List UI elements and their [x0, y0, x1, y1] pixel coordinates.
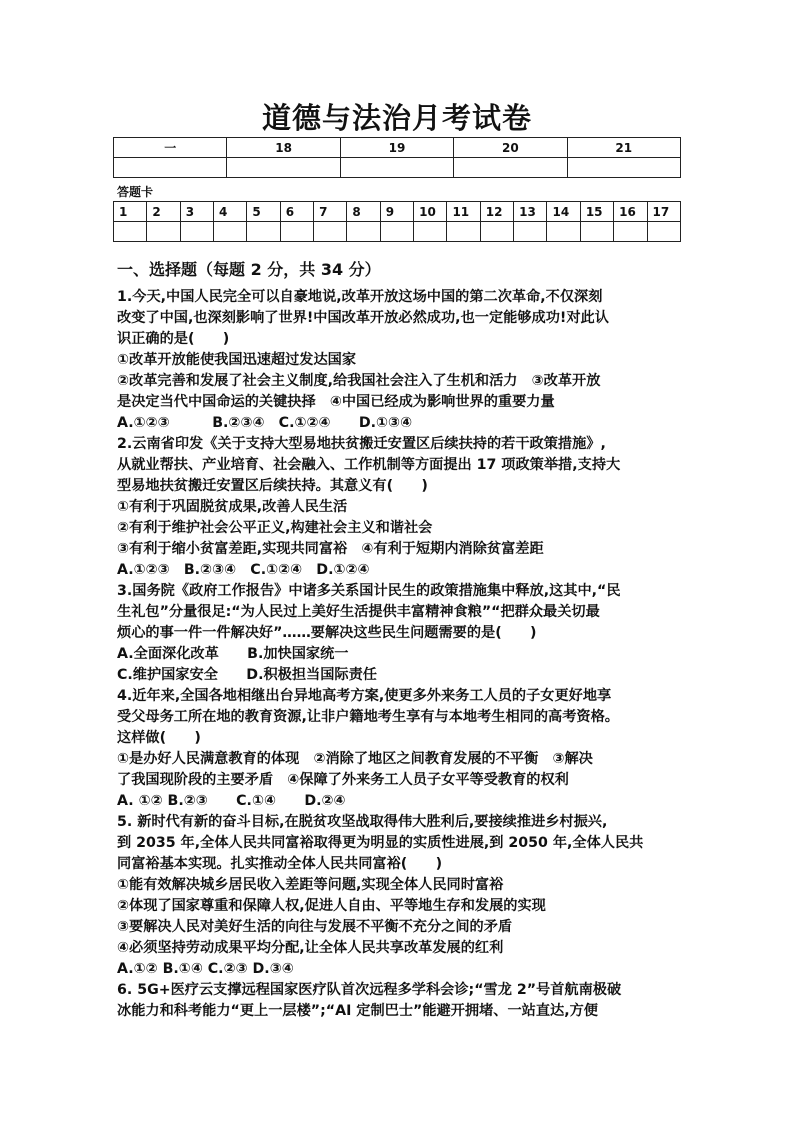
text-line: 1.今天,中国人民完全可以自豪地说,改革开放这场中国的第二次革命,不仅深刻: [117, 289, 603, 305]
answer-entry-cell[interactable]: [547, 222, 580, 242]
text-line: 到 2035 年,全体人民共同富裕取得更为明显的实质性进展,到 2050 年,全体人民共: [117, 835, 644, 851]
answer-number-cell: 6: [280, 202, 313, 222]
answer-number-cell: 14: [547, 202, 580, 222]
text-line: ②有利于维护社会公平正义,构建社会主义和谐社会: [117, 520, 433, 536]
text-line: 烦心的事一件一件解决好”……要解决这些民生问题需要的是( ): [117, 625, 537, 641]
text-line: 2.云南省印发《关于支持大型易地扶贫搬迁安置区后续扶持的若干政策措施》,: [117, 436, 606, 452]
text-line: 这样做( ): [117, 730, 201, 746]
answer-number-cell: 12: [480, 202, 513, 222]
answer-number-cell: 8: [347, 202, 380, 222]
text-line: A.①② B.①④ C.②③ D.③④: [117, 961, 294, 977]
answer-entry-cell[interactable]: [480, 222, 513, 242]
text-line: A.全面深化改革 B.加快国家统一: [117, 646, 349, 662]
score-entry-cell[interactable]: [567, 158, 680, 178]
answer-card-label: 答题卡: [117, 185, 154, 199]
answer-entry-cell[interactable]: [514, 222, 547, 242]
text-line: A. ①② B.②③ C.①④ D.②④: [117, 793, 346, 809]
text-line: 是决定当代中国命运的关键抉择 ④中国已经成为影响世界的重要力量: [117, 394, 555, 410]
text-line: 型易地扶贫搬迁安置区后续扶持。其意义有( ): [117, 478, 428, 494]
text-line: 识正确的是( ): [117, 331, 230, 347]
text-line: ③要解决人民对美好生活的向往与发展不平衡不充分之间的矛盾: [117, 919, 513, 935]
answer-card-table: [113, 201, 681, 242]
score-header-cell: 一: [114, 138, 227, 158]
text-line: 生礼包”分量很足:“为人民过上美好生活提供丰富精神食粮”“把群众最关切最: [117, 604, 600, 620]
text-line: ①有利于巩固脱贫成果,改善人民生活: [117, 499, 348, 515]
answer-entry-cell[interactable]: [247, 222, 280, 242]
score-entry-cell[interactable]: [340, 158, 453, 178]
score-entry-cell[interactable]: [454, 158, 567, 178]
text-line: ③有利于缩小贫富差距,实现共同富裕 ④有利于短期内消除贫富差距: [117, 541, 544, 557]
text-line: 从就业帮扶、产业培育、社会融入、工作机制等方面提出 17 项政策举措,支持大: [117, 457, 621, 473]
answer-number-cell: 9: [380, 202, 413, 222]
answer-entry-row: [114, 222, 681, 242]
answer-number-cell: 7: [314, 202, 347, 222]
answer-entry-cell[interactable]: [147, 222, 180, 242]
text-line: 4.近年来,全国各地相继出台异地高考方案,使更多外来务工人员的子女更好地享: [117, 688, 612, 704]
answer-entry-cell[interactable]: [380, 222, 413, 242]
answer-number-cell: 10: [414, 202, 447, 222]
section-heading: 一、选择题（每题 2 分，共 34 分）: [117, 260, 381, 279]
text-line: 改变了中国,也深刻影响了世界!中国改革开放必然成功,也一定能够成功!对此认: [117, 310, 609, 326]
score-entry-cell[interactable]: [227, 158, 340, 178]
answer-entry-cell[interactable]: [180, 222, 213, 242]
text-line: ①改革开放能使我国迅速超过发达国家: [117, 352, 357, 368]
answer-entry-cell[interactable]: [447, 222, 480, 242]
answer-entry-cell[interactable]: [414, 222, 447, 242]
text-line: A.①②③ B.②③④ C.①②④ D.①③④: [117, 415, 413, 431]
page-title: 道德与法治月考试卷: [261, 101, 532, 135]
answer-number-cell: 11: [447, 202, 480, 222]
answer-entry-cell[interactable]: [214, 222, 247, 242]
text-line: 冰能力和科考能力“更上一层楼”;“AI 定制巴士”能避开拥堵、一站直达,方便: [117, 1003, 598, 1019]
text-line: 受父母务工所在地的教育资源,让非户籍地考生享有与本地考生相同的高考资格。: [117, 709, 619, 725]
answer-number-cell: 1: [114, 202, 147, 222]
text-line: ④必须坚持劳动成果平均分配,让全体人民共享改革发展的红利: [117, 940, 504, 956]
answer-entry-cell[interactable]: [314, 222, 347, 242]
answer-number-cell: 2: [147, 202, 180, 222]
question-body: [117, 287, 687, 1022]
answer-entry-cell[interactable]: [347, 222, 380, 242]
answer-entry-cell[interactable]: [647, 222, 681, 242]
text-line: ②改革完善和发展了社会主义制度,给我国社会注入了生机和活力 ③改革开放: [117, 373, 601, 389]
answer-number-cell: 4: [214, 202, 247, 222]
text-line: ②体现了国家尊重和保障人权,促进人自由、平等地生存和发展的实现: [117, 898, 546, 914]
text-line: A.①②③ B.②③④ C.①②④ D.①②④: [117, 562, 370, 578]
answer-number-cell: 13: [514, 202, 547, 222]
score-header-row: [114, 138, 681, 158]
score-header-cell: 19: [340, 138, 453, 158]
answer-number-row: [114, 202, 681, 222]
score-header-cell: 18: [227, 138, 340, 158]
score-entry-cell[interactable]: [114, 158, 227, 178]
answer-entry-cell[interactable]: [580, 222, 613, 242]
text-line: 3.国务院《政府工作报告》中诸多关系国计民生的政策措施集中释放,这其中,“民: [117, 583, 621, 599]
answer-number-cell: 5: [247, 202, 280, 222]
answer-entry-cell[interactable]: [280, 222, 313, 242]
answer-number-cell: 3: [180, 202, 213, 222]
text-line: ①是办好人民满意教育的体现 ②消除了地区之间教育发展的不平衡 ③解决: [117, 751, 593, 767]
text-line: 6. 5G+医疗云支撑远程国家医疗队首次远程多学科会诊;“雪龙 2”号首航南极破: [117, 982, 622, 998]
text-line: ①能有效解决城乡居民收入差距等问题,实现全体人民同时富裕: [117, 877, 504, 893]
text-line: 了我国现阶段的主要矛盾 ④保障了外来务工人员子女平等受教育的权利: [117, 772, 569, 788]
answer-number-cell: 16: [614, 202, 647, 222]
score-header-cell: 20: [454, 138, 567, 158]
text-line: 同富裕基本实现。扎实推动全体人民共同富裕( ): [117, 856, 443, 872]
text-line: C.维护国家安全 D.积极担当国际责任: [117, 667, 377, 683]
text-line: 5. 新时代有新的奋斗目标,在脱贫攻坚战取得伟大胜利后,要接续推进乡村振兴,: [117, 814, 608, 830]
answer-number-cell: 17: [647, 202, 681, 222]
answer-entry-cell[interactable]: [114, 222, 147, 242]
score-header-cell: 21: [567, 138, 680, 158]
answer-entry-cell[interactable]: [614, 222, 647, 242]
score-entry-row: [114, 158, 681, 178]
answer-number-cell: 15: [580, 202, 613, 222]
score-table: [113, 137, 681, 178]
